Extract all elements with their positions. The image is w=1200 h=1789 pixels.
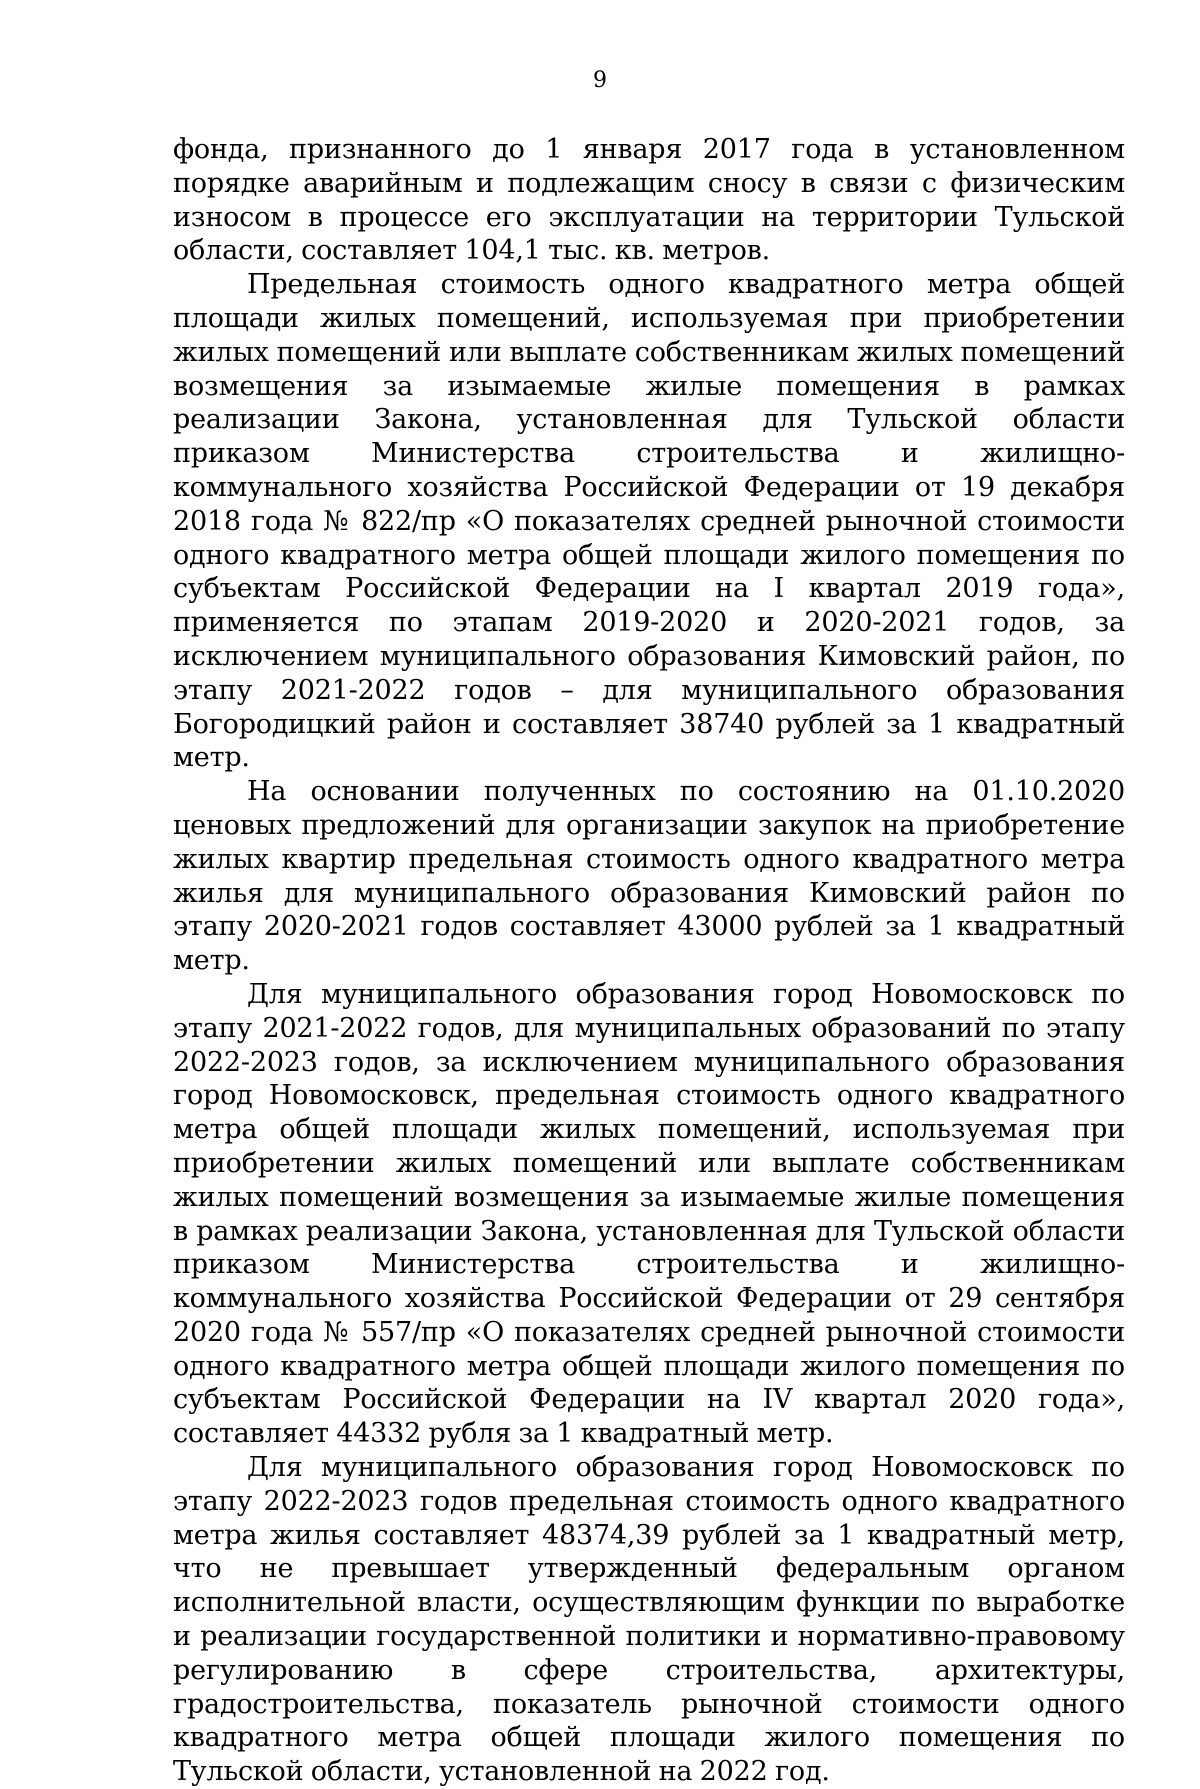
paragraph-kimovsky-price: На основании полученных по состоянию на 01.10.2020 ценовых предложений для организации закупок на приобретение жилых квартир предельная стоимость одного квадратного метра жилья для муниципального образования Кимовский район по этапу 2020-2021 годов составляет 43000 рублей за 1 квадратный метр. — [173, 776, 1125, 977]
document-body — [173, 133, 1125, 1789]
paragraph-price-limit-2019: Предельная стоимость одного квадратного метра общей площади жилых помещений, используемая при приобретении жилых помещений или выплате собственникам жилых помещений возмещения за изымаемые жилые помещения в рамках реализации Закона, установленная для Тульской области приказом Министерства строительства и жилищно-коммунального хозяйства Российской Федерации от 19 декабря 2018 года № 822/пр «О показателях средней рыночной стоимости одного квадратного метра общей площади жилого помещения по субъектам Российской Федерации на I квартал 2019 года», применяется по этапам 2019-2020 и 2020-2021 годов, за исключением муниципального образования Кимовский район, по этапу 2021-2022 годов – для муниципального образования Богородицкий район и составляет 38740 рублей за 1 квадратный метр. — [173, 269, 1125, 774]
paragraph-continuation: фонда, признанного до 1 января 2017 года в установленном порядке аварийным и подлежащим сносу в связи с физическим износом в процессе его эксплуатации на территории Тульской области, составляет 104,1 тыс. кв. метров. — [173, 134, 1125, 267]
page-number: 9 — [593, 68, 607, 93]
paragraph-novomoskovsk-price: Для муниципального образования город Новомосковск по этапу 2022-2023 годов предельная стоимость одного квадратного метра жилья составляет 48374,39 рублей за 1 квадратный метр, что не превышает утвержденный федеральным органом исполнительной власти, осуществляющим функции по выработке и реализации государственной политики и нормативно-правовому регулированию в сфере строительства, архитектуры, градостроительства, показатель рыночной стоимости одного квадратного метра общей площади жилого помещения по Тульской области, установленной на 2022 год. — [173, 1452, 1125, 1788]
paragraph-price-limit-2020: Для муниципального образования город Новомосковск по этапу 2021-2022 годов, для муниципальных образований по этапу 2022-2023 годов, за исключением муниципального образования город Новомосковск, предельная стоимость одного квадратного метра общей площади жилых помещений, используемая при приобретении жилых помещений или выплате собственникам жилых помещений возмещения за изымаемые жилые помещения в рамках реализации Закона, установленная для Тульской области приказом Министерства строительства и жилищно-коммунального хозяйства Российской Федерации от 29 сентября 2020 года № 557/пр «О показателях средней рыночной стоимости одного квадратного метра общей площади жилого помещения по субъектам Российской Федерации на IV квартал 2020 года», составляет 44332 рубля за 1 квадратный метр. — [173, 978, 1125, 1450]
